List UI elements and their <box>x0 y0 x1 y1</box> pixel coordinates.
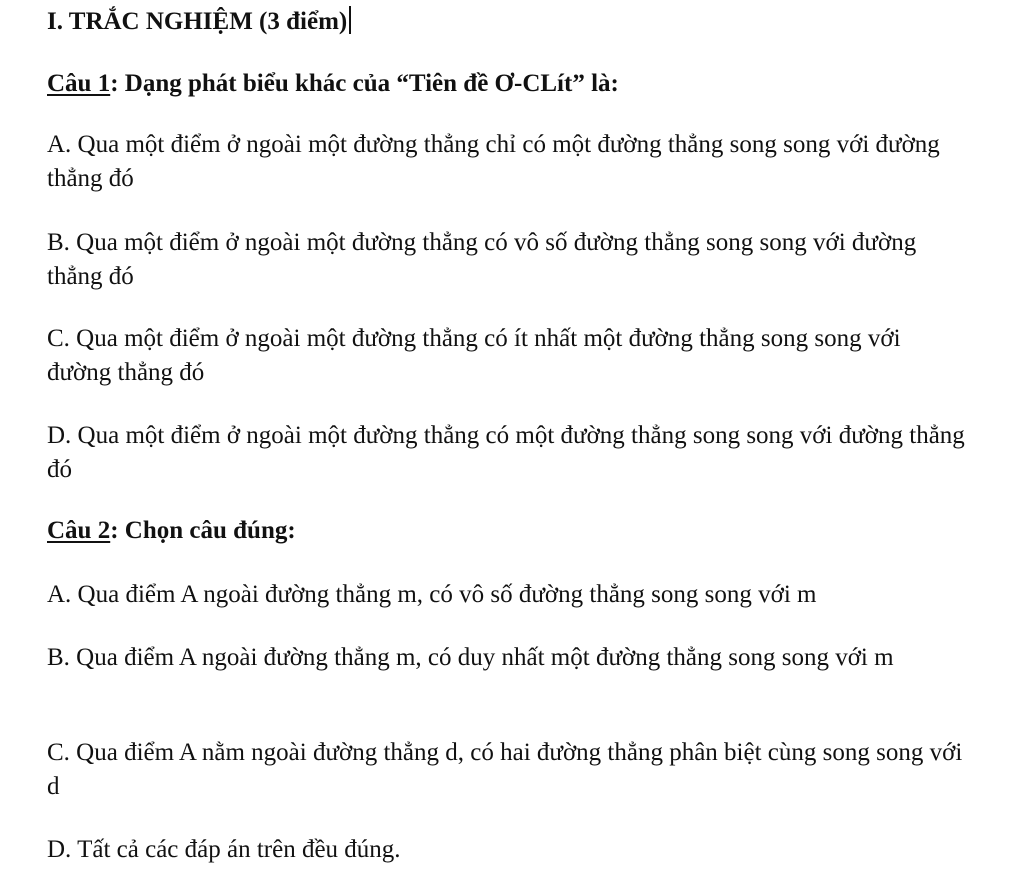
section-heading <box>47 4 351 40</box>
question-1-prompt: : Dạng phát biểu khác của “Tiên đề Ơ-CLít” là: <box>110 70 619 97</box>
question-1-option-c: C. Qua một điểm ở ngoài một đường thẳng có ít nhất một đường thẳng song song với đường thẳng đó <box>47 325 901 386</box>
question-1-option-b: B. Qua một điểm ở ngoài một đường thẳng có vô số đường thẳng song song với đường thẳng đó <box>47 229 917 290</box>
question-2-option-c: C. Qua điểm A nằm ngoài đường thẳng d, có hai đường thẳng phân biệt cùng song song với d <box>47 739 963 800</box>
question-2-option-d: D. Tất cả các đáp án trên đều đúng. <box>47 836 401 863</box>
question-2-option-b: B. Qua điểm A ngoài đường thẳng m, có duy nhất một đường thẳng song song với m <box>47 644 894 671</box>
question-1-option-a: A. Qua một điểm ở ngoài một đường thẳng chỉ có một đường thẳng song song với đường thẳng đó <box>47 131 940 192</box>
question-2-prompt: : Chọn câu đúng: <box>110 517 296 544</box>
question-1-number: Câu 1 <box>47 70 111 97</box>
question-1-heading <box>47 66 619 102</box>
text-cursor <box>349 6 351 34</box>
question-2-option-a: A. Qua điểm A ngoài đường thẳng m, có vô số đường thẳng song song với m <box>47 581 817 608</box>
question-1-option-d: D. Qua một điểm ở ngoài một đường thẳng có một đường thẳng song song với đường thẳng đó <box>47 422 965 483</box>
question-2-number: Câu 2 <box>47 517 111 544</box>
section-title-text: I. TRẮC NGHIỆM (3 điểm) <box>47 8 348 35</box>
question-2-heading <box>47 513 296 549</box>
